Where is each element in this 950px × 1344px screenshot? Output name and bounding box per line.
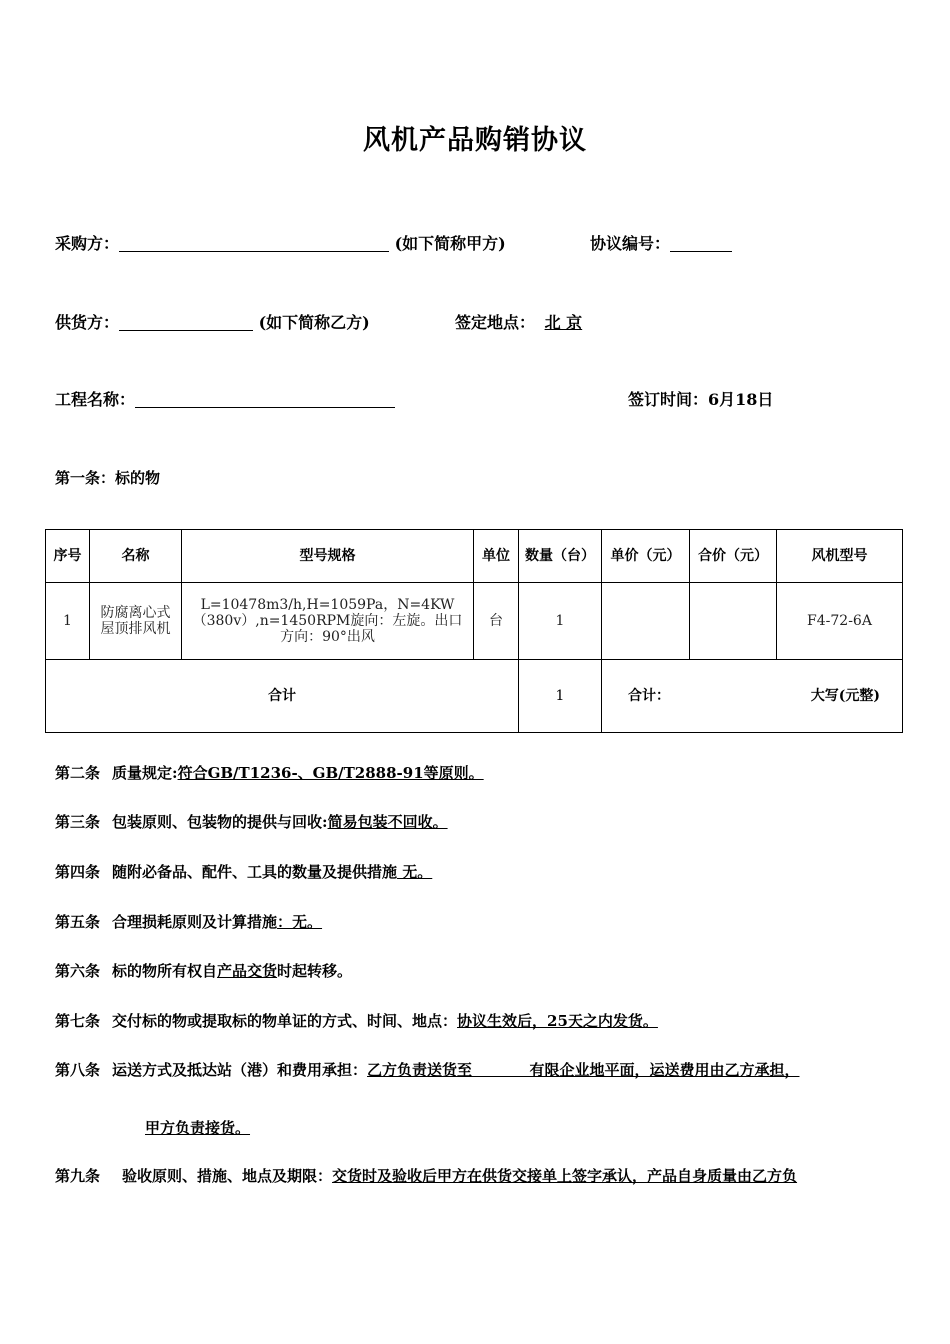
row-amount[interactable] <box>690 583 777 660</box>
buyer-blank[interactable] <box>119 233 389 252</box>
row-no: 1 <box>46 583 90 660</box>
article-9 <box>55 1165 797 1186</box>
article-num: 第五条 <box>55 913 101 931</box>
total-label: 合计 <box>46 660 519 733</box>
header-cell: 型号规格 <box>182 530 474 583</box>
article-num: 第四条 <box>55 863 101 881</box>
contract-no-blank[interactable] <box>670 233 732 252</box>
article-underlined: 乙方负责送货至 有限企业地平面，运送费用由乙方承担， <box>367 1061 800 1079</box>
article-text: 验收原则、措施、地点及期限： <box>122 1167 333 1185</box>
article-num: 第二条 <box>55 764 101 782</box>
supplier-label: 供货方： <box>55 313 120 332</box>
place-value: 北 京 <box>544 313 583 332</box>
row-qty: 1 <box>519 583 602 660</box>
article-underlined: 协议生效后，25天之内发货。 <box>457 1012 658 1030</box>
sign-place <box>455 310 594 333</box>
supplier-blank[interactable] <box>119 312 253 331</box>
article-text: 运送方式及抵达站（港）和费用承担： <box>112 1061 368 1079</box>
header-cell: 数量（台） <box>519 530 602 583</box>
article-4 <box>55 861 432 882</box>
article-text: 合理损耗原则及计算措施 <box>112 913 278 931</box>
table-total-row <box>46 660 903 733</box>
project-line <box>55 387 395 410</box>
contract-no-label: 协议编号： <box>590 234 671 253</box>
header-cell: 单位 <box>474 530 519 583</box>
article-tail: 时起转移。 <box>277 962 353 980</box>
header-cell: 合价（元） <box>690 530 777 583</box>
article-text: 质量规定: <box>112 764 178 782</box>
row-unit: 台 <box>474 583 519 660</box>
supplier-suffix: (如下简称乙方) <box>258 313 370 332</box>
contract-no <box>590 231 732 254</box>
row-spec: L=10478m3/h,H=1059Pa，N=4KW（380v）,n=1450RPM旋向：左旋。出口方向：90°出风 <box>182 583 474 660</box>
total-capital-label: 大写(元整) <box>810 688 880 704</box>
article-text: 交付标的物或提取标的物单证的方式、时间、地点： <box>112 1012 458 1030</box>
items-table <box>45 529 903 733</box>
article-text: 标的物所有权自 <box>112 962 218 980</box>
total-qty: 1 <box>519 660 602 733</box>
row-model: F4-72-6A <box>777 583 903 660</box>
header-cell: 风机型号 <box>777 530 903 583</box>
article-2 <box>55 762 484 783</box>
article-num: 第八条 <box>55 1061 101 1079</box>
article-1: 第一条：标的物 <box>55 469 161 487</box>
article-text: 包装原则、包装物的提供与回收: <box>112 813 328 831</box>
article-8-continued <box>145 1117 250 1138</box>
buyer-suffix: (如下简称甲方) <box>394 234 506 253</box>
table-row <box>46 583 903 660</box>
sign-date: 签订时间：6月18日 <box>628 390 774 409</box>
article-underlined: 简易包装不回收。 <box>327 813 448 831</box>
article-num: 第三条 <box>55 813 101 831</box>
page-title: 风机产品购销协议 <box>363 125 587 156</box>
article-7 <box>55 1010 658 1031</box>
article-underlined: 产品交货 <box>217 962 278 980</box>
article-underlined: ：无。 <box>277 913 323 931</box>
supplier-line <box>55 310 370 333</box>
article-underlined: 符合GB/T1236-、GB/T2888-91等原则。 <box>177 764 484 782</box>
total-sum-label: 合计： <box>628 688 670 704</box>
article-3 <box>55 811 448 832</box>
article-num: 第六条 <box>55 962 101 980</box>
article-underlined: 无。 <box>397 863 433 881</box>
header-cell: 单价（元） <box>602 530 690 583</box>
header-cell: 名称 <box>90 530 182 583</box>
buyer-line <box>55 231 506 254</box>
article-8 <box>55 1059 799 1080</box>
total-sum-cell <box>602 660 903 733</box>
row-name: 防腐离心式屋顶排风机 <box>90 583 182 660</box>
article-text: 随附必备品、配件、工具的数量及提供措施 <box>112 863 398 881</box>
article-num: 第七条 <box>55 1012 101 1030</box>
header-cell: 序号 <box>46 530 90 583</box>
article-5 <box>55 911 322 932</box>
article-6 <box>55 960 352 981</box>
project-label: 工程名称： <box>55 390 136 409</box>
row-price[interactable] <box>602 583 690 660</box>
table-header-row <box>46 530 903 583</box>
article-underlined: 甲方负责接货。 <box>145 1119 251 1137</box>
article-underlined: 交货时及验收后甲方在供货交接单上签字承认，产品自身质量由乙方负 <box>332 1167 798 1185</box>
buyer-label: 采购方： <box>55 234 120 253</box>
place-label: 签定地点： <box>455 313 536 332</box>
article-num: 第九条 <box>55 1167 101 1185</box>
project-blank[interactable] <box>135 389 395 408</box>
